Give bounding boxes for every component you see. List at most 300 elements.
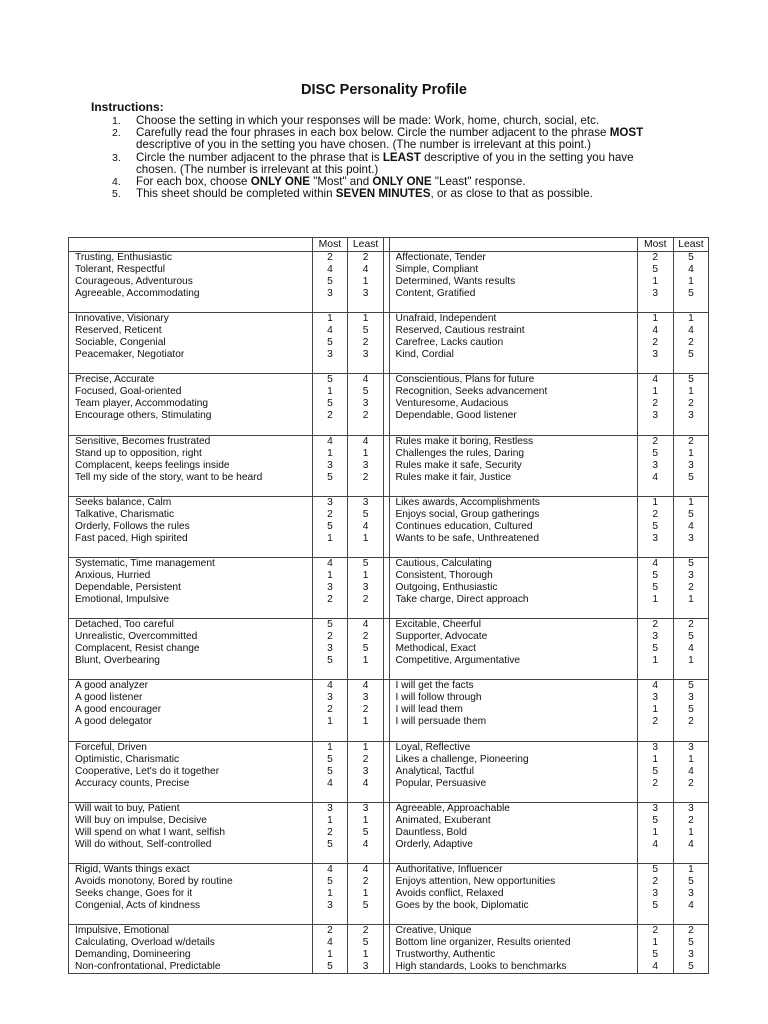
score-number[interactable]: 4: [327, 557, 333, 569]
phrase-text: A good delegator: [75, 716, 153, 728]
table-row: [69, 557, 709, 618]
score-number[interactable]: 5: [327, 471, 333, 483]
right-least-cell: [673, 557, 708, 618]
score-number[interactable]: 3: [688, 741, 694, 753]
score-number[interactable]: 2: [362, 631, 369, 643]
phrase-text: Stand up to opposition, right: [75, 447, 202, 459]
phrase-text: Take charge, Direct approach: [395, 593, 529, 605]
score-number[interactable]: 3: [652, 459, 659, 471]
score-number[interactable]: 4: [652, 680, 659, 692]
score-number[interactable]: 3: [362, 398, 369, 410]
score-number[interactable]: 5: [327, 875, 333, 887]
phrase-text: Will spend on what I want, selfish: [75, 826, 226, 838]
score-number[interactable]: 4: [688, 264, 694, 275]
header-most-left: Most: [312, 238, 347, 252]
right-most-cell: [637, 496, 673, 557]
score-number[interactable]: 2: [688, 435, 694, 447]
score-number[interactable]: 1: [652, 496, 659, 508]
score-number[interactable]: 5: [327, 276, 333, 287]
score-number[interactable]: 1: [362, 276, 369, 287]
instruction-item: [112, 152, 672, 176]
score-number[interactable]: 2: [362, 471, 369, 483]
score-number[interactable]: 5: [652, 581, 659, 593]
right-least-cell: [673, 619, 708, 680]
score-number[interactable]: 5: [652, 899, 659, 911]
score-number[interactable]: 4: [688, 643, 694, 655]
score-number[interactable]: 4: [362, 374, 369, 386]
right-most-cell: [637, 252, 673, 313]
phrase-text: Agreeable, Approachable: [395, 802, 510, 814]
score-number[interactable]: 5: [688, 252, 694, 263]
instruction-fragment: , or as close to that as possible.: [430, 187, 593, 201]
header-least-left: Least: [348, 238, 384, 252]
score-number[interactable]: 4: [327, 863, 333, 875]
right-phrases-cell: [389, 557, 637, 618]
score-number[interactable]: 3: [327, 581, 333, 593]
score-number[interactable]: 3: [652, 692, 659, 704]
score-number[interactable]: 2: [652, 875, 659, 887]
left-most-cell: [312, 741, 347, 802]
phrase-text: Avoids conflict, Relaxed: [395, 887, 504, 899]
score-number[interactable]: 5: [362, 557, 369, 569]
score-number[interactable]: 1: [688, 313, 694, 325]
score-number[interactable]: 5: [688, 557, 694, 569]
phrase-text: Determined, Wants results: [395, 276, 516, 287]
score-number[interactable]: 3: [327, 643, 333, 655]
score-number[interactable]: 3: [652, 288, 659, 299]
left-most-cell: [312, 557, 347, 618]
phrase-text: Kind, Cordial: [395, 349, 454, 361]
score-number[interactable]: 5: [688, 288, 694, 299]
left-most-cell: [312, 252, 347, 313]
score-number[interactable]: 4: [362, 619, 369, 631]
right-most-cell: [637, 802, 673, 863]
score-number[interactable]: 4: [327, 680, 333, 692]
score-number[interactable]: 2: [652, 337, 659, 349]
score-number[interactable]: 3: [652, 887, 659, 899]
score-number[interactable]: 2: [327, 593, 333, 605]
phrase-text: Non-confrontational, Predictable: [75, 961, 221, 973]
score-number[interactable]: 5: [688, 349, 694, 361]
score-number[interactable]: 2: [327, 252, 333, 263]
phrase-text: Avoids monotony, Bored by routine: [75, 875, 233, 887]
score-number[interactable]: 4: [327, 435, 333, 447]
instruction-emphasis: ONLY ONE: [250, 175, 310, 189]
score-number[interactable]: 4: [362, 680, 369, 692]
score-number[interactable]: 2: [362, 925, 369, 937]
score-number[interactable]: 2: [652, 252, 659, 263]
score-number[interactable]: 3: [688, 802, 694, 814]
score-number[interactable]: 5: [652, 949, 659, 961]
score-number[interactable]: 1: [652, 753, 659, 765]
score-number[interactable]: 5: [327, 655, 333, 667]
score-number[interactable]: 5: [327, 337, 333, 349]
score-number[interactable]: 1: [327, 949, 333, 961]
score-number[interactable]: 2: [362, 704, 369, 716]
right-phrases-cell: [389, 680, 637, 741]
score-number[interactable]: 1: [688, 496, 694, 508]
score-number[interactable]: 5: [327, 753, 333, 765]
score-number[interactable]: 1: [362, 716, 369, 728]
score-number[interactable]: 2: [362, 753, 369, 765]
phrase-text: Complacent, keeps feelings inside: [75, 459, 230, 471]
score-number[interactable]: 5: [362, 325, 369, 337]
score-number[interactable]: 4: [688, 899, 694, 911]
score-number[interactable]: 3: [362, 765, 369, 777]
score-number[interactable]: 1: [688, 447, 694, 459]
score-number[interactable]: 2: [688, 619, 694, 631]
score-number[interactable]: 3: [327, 802, 333, 814]
score-number[interactable]: 1: [688, 753, 694, 765]
score-number[interactable]: 2: [688, 337, 694, 349]
score-number[interactable]: 3: [327, 349, 333, 361]
left-phrases-cell: [69, 496, 313, 557]
left-least-cell: [348, 741, 384, 802]
score-number[interactable]: 1: [688, 593, 694, 605]
score-number[interactable]: 5: [688, 704, 694, 716]
score-number[interactable]: 2: [327, 704, 333, 716]
score-number[interactable]: 1: [652, 593, 659, 605]
score-number[interactable]: 4: [362, 777, 369, 789]
score-number[interactable]: 5: [652, 264, 659, 275]
score-number[interactable]: 3: [652, 631, 659, 643]
score-number[interactable]: 2: [688, 814, 694, 826]
score-number[interactable]: 2: [327, 826, 333, 838]
score-number[interactable]: 1: [362, 949, 369, 961]
score-number[interactable]: 3: [652, 802, 659, 814]
score-number[interactable]: 5: [327, 374, 333, 386]
score-number[interactable]: 5: [362, 508, 369, 520]
score-number[interactable]: 5: [652, 765, 659, 777]
score-number[interactable]: 3: [362, 288, 369, 299]
score-number[interactable]: 1: [652, 826, 659, 838]
table-row: [69, 863, 709, 924]
phrase-text: Carefree, Lacks caution: [395, 337, 504, 349]
instructions-list: [112, 115, 672, 200]
score-number[interactable]: 5: [362, 643, 369, 655]
score-number[interactable]: 3: [327, 692, 333, 704]
score-number[interactable]: 2: [652, 508, 659, 520]
phrase-text: Rigid, Wants things exact: [75, 863, 190, 875]
score-number[interactable]: 3: [688, 887, 694, 899]
score-number[interactable]: 4: [327, 264, 333, 275]
score-number[interactable]: 3: [327, 899, 333, 911]
right-phrases-cell: [389, 252, 637, 313]
score-number[interactable]: 5: [688, 680, 694, 692]
score-number[interactable]: 5: [327, 398, 333, 410]
score-number[interactable]: 1: [362, 741, 369, 753]
score-number[interactable]: 4: [688, 838, 694, 850]
score-number[interactable]: 2: [652, 619, 659, 631]
score-number[interactable]: 3: [688, 692, 694, 704]
score-number[interactable]: 5: [652, 520, 659, 532]
score-number[interactable]: 2: [688, 398, 694, 410]
score-number[interactable]: 1: [362, 447, 369, 459]
right-phrases-cell: [389, 863, 637, 924]
score-number[interactable]: 1: [327, 447, 333, 459]
phrase-text: Authoritative, Influencer: [395, 863, 503, 875]
score-number[interactable]: 5: [688, 471, 694, 483]
score-number[interactable]: 1: [327, 569, 333, 581]
phrase-text: Unafraid, Independent: [395, 313, 497, 325]
header-least-right: Least: [673, 238, 708, 252]
left-most-cell: [312, 802, 347, 863]
score-number[interactable]: 3: [688, 949, 694, 961]
score-number[interactable]: 2: [362, 875, 369, 887]
left-least-cell: [348, 252, 384, 313]
score-number[interactable]: 1: [688, 386, 694, 398]
score-number[interactable]: 3: [362, 459, 369, 471]
score-number[interactable]: 5: [327, 765, 333, 777]
phrase-text: Rules make it boring, Restless: [395, 435, 534, 447]
phrase-text: Accuracy counts, Precise: [75, 777, 190, 789]
score-number[interactable]: 5: [652, 863, 659, 875]
disc-response-table: [68, 237, 709, 974]
phrase-text: Sociable, Congenial: [75, 337, 166, 349]
score-number[interactable]: 4: [362, 264, 369, 275]
instruction-emphasis: LEAST: [382, 150, 421, 164]
score-number[interactable]: 3: [652, 741, 659, 753]
phrase-text: Venturesome, Audacious: [395, 398, 509, 410]
score-number[interactable]: 1: [688, 276, 694, 287]
table-row: [69, 496, 709, 557]
phrase-text: Calculating, Overload w/details: [75, 937, 215, 949]
right-most-cell: [637, 557, 673, 618]
score-number[interactable]: 1: [327, 386, 333, 398]
score-number[interactable]: 4: [327, 325, 333, 337]
phrase-text: Team player, Accommodating: [75, 398, 209, 410]
score-number[interactable]: 3: [362, 961, 369, 973]
score-number[interactable]: 3: [688, 532, 694, 544]
right-most-cell: [637, 435, 673, 496]
phrase-text: Recognition, Seeks advancement: [395, 386, 548, 398]
score-number[interactable]: 5: [688, 508, 694, 520]
score-number[interactable]: 2: [688, 777, 694, 789]
score-number[interactable]: 2: [652, 435, 659, 447]
score-number[interactable]: 3: [652, 349, 659, 361]
score-number[interactable]: 2: [362, 593, 369, 605]
score-number[interactable]: 1: [652, 704, 659, 716]
score-number[interactable]: 1: [327, 741, 333, 753]
phrase-text: Affectionate, Tender: [395, 252, 486, 263]
score-number[interactable]: 2: [652, 716, 659, 728]
phrase-text: Impulsive, Emotional: [75, 925, 169, 937]
score-number[interactable]: 5: [327, 619, 333, 631]
score-number[interactable]: 2: [652, 925, 659, 937]
right-most-cell: [637, 619, 673, 680]
score-number[interactable]: 3: [362, 496, 369, 508]
phrase-text: Will do without, Self-controlled: [75, 838, 212, 850]
score-number[interactable]: 2: [688, 716, 694, 728]
phrase-text: Enjoys attention, New opportunities: [395, 875, 556, 887]
score-number[interactable]: 2: [362, 337, 369, 349]
phrase-text: Will buy on impulse, Decisive: [75, 814, 207, 826]
left-most-cell: [312, 925, 347, 974]
score-number[interactable]: 4: [362, 863, 369, 875]
score-number[interactable]: 4: [327, 777, 333, 789]
right-most-cell: [637, 863, 673, 924]
phrase-text: Detached, Too careful: [75, 619, 174, 631]
phrase-text: Animated, Exuberant: [395, 814, 491, 826]
left-phrases-cell: [69, 252, 313, 313]
phrase-text: Tell my side of the story, want to be heard: [75, 471, 263, 483]
score-number[interactable]: 3: [688, 569, 694, 581]
phrase-text: Dependable, Persistent: [75, 581, 181, 593]
phrase-text: A good listener: [75, 692, 143, 704]
score-number[interactable]: 2: [327, 410, 333, 422]
phrase-text: Rules make it fair, Justice: [395, 471, 512, 483]
score-number[interactable]: 3: [362, 802, 369, 814]
phrase-text: Systematic, Time management: [75, 557, 215, 569]
score-number[interactable]: 5: [362, 386, 369, 398]
score-number[interactable]: 1: [652, 386, 659, 398]
phrase-text: Blunt, Overbearing: [75, 655, 160, 667]
score-number[interactable]: 3: [362, 349, 369, 361]
phrase-text: Dauntless, Bold: [395, 826, 467, 838]
left-phrases-cell: [69, 435, 313, 496]
score-number[interactable]: 4: [652, 961, 659, 973]
score-number[interactable]: 3: [327, 288, 333, 299]
score-number[interactable]: 5: [652, 569, 659, 581]
score-number[interactable]: 5: [327, 520, 333, 532]
header-spacer-right: [389, 238, 637, 252]
score-number[interactable]: 5: [362, 899, 369, 911]
phrase-text: Trustworthy, Authentic: [395, 949, 496, 961]
instruction-item: [112, 188, 672, 200]
phrase-text: Reserved, Cautious restraint: [395, 325, 525, 337]
score-number[interactable]: 4: [652, 325, 659, 337]
score-number[interactable]: 4: [327, 937, 333, 949]
score-number[interactable]: 1: [362, 887, 369, 899]
table-body: [69, 252, 709, 974]
score-number[interactable]: 5: [652, 643, 659, 655]
score-number[interactable]: 1: [688, 655, 694, 667]
score-number[interactable]: 1: [652, 276, 659, 287]
score-number[interactable]: 1: [652, 313, 659, 325]
score-number[interactable]: 3: [327, 496, 333, 508]
score-number[interactable]: 2: [688, 581, 694, 593]
score-number[interactable]: 2: [652, 398, 659, 410]
score-number[interactable]: 5: [652, 814, 659, 826]
score-number[interactable]: 4: [362, 838, 369, 850]
header-most-right: Most: [637, 238, 673, 252]
score-number[interactable]: 4: [652, 557, 659, 569]
score-number[interactable]: 1: [362, 814, 369, 826]
score-number[interactable]: 4: [652, 471, 659, 483]
score-number[interactable]: 5: [688, 937, 694, 949]
instructions-heading: Instructions:: [91, 100, 164, 114]
table-header-row: [69, 238, 709, 252]
instruction-fragment: Choose the setting in which your responses will be made: Work, home, church, social, etc.: [136, 114, 600, 127]
score-number[interactable]: 1: [652, 655, 659, 667]
score-number[interactable]: 2: [652, 777, 659, 789]
score-number[interactable]: 2: [688, 925, 694, 937]
score-number[interactable]: 5: [362, 826, 369, 838]
score-number[interactable]: 3: [362, 581, 369, 593]
score-number[interactable]: 5: [688, 875, 694, 887]
phrase-text: Cooperative, Let's do it together: [75, 765, 220, 777]
score-number[interactable]: 3: [327, 459, 333, 471]
score-number[interactable]: 2: [327, 925, 333, 937]
score-number[interactable]: 4: [688, 325, 694, 337]
left-least-cell: [348, 863, 384, 924]
phrase-text: Seeks balance, Calm: [75, 496, 172, 508]
phrase-text: Likes awards, Accomplishments: [395, 496, 540, 508]
right-least-cell: [673, 802, 708, 863]
right-least-cell: [673, 496, 708, 557]
score-number[interactable]: 1: [688, 863, 694, 875]
score-number[interactable]: 4: [362, 435, 369, 447]
phrase-text: Emotional, Impulsive: [75, 593, 169, 605]
score-number[interactable]: 1: [327, 716, 333, 728]
score-number[interactable]: 2: [362, 410, 369, 422]
score-number[interactable]: 1: [327, 313, 333, 325]
left-least-cell: [348, 802, 384, 863]
phrase-text: Bottom line organizer, Results oriented: [395, 937, 571, 949]
score-number[interactable]: 2: [327, 631, 333, 643]
instruction-fragment: descriptive of you in the setting you have chosen. (The number is irrelevant at this point.): [136, 138, 591, 152]
score-number[interactable]: 3: [652, 410, 659, 422]
score-number[interactable]: 5: [688, 631, 694, 643]
score-number[interactable]: 1: [362, 655, 369, 667]
score-number[interactable]: 5: [688, 961, 694, 973]
score-number[interactable]: 2: [327, 508, 333, 520]
phrase-text: Will wait to buy, Patient: [75, 802, 180, 814]
right-phrases-cell: [389, 374, 637, 435]
instruction-text: [136, 127, 672, 151]
score-number[interactable]: 4: [652, 838, 659, 850]
score-number[interactable]: 1: [327, 814, 333, 826]
score-number[interactable]: 3: [652, 532, 659, 544]
score-number[interactable]: 4: [688, 765, 694, 777]
score-number[interactable]: 4: [688, 520, 694, 532]
right-most-cell: [637, 741, 673, 802]
phrase-text: Encourage others, Stimulating: [75, 410, 212, 422]
score-number[interactable]: 1: [362, 569, 369, 581]
left-most-cell: [312, 374, 347, 435]
score-number[interactable]: 5: [652, 447, 659, 459]
score-number[interactable]: 1: [327, 532, 333, 544]
phrase-text: Agreeable, Accommodating: [75, 288, 200, 299]
phrase-text: Trusting, Enthusiastic: [75, 252, 173, 263]
score-number[interactable]: 3: [688, 459, 694, 471]
left-least-cell: [348, 435, 384, 496]
phrase-text: I will persuade them: [395, 716, 487, 728]
score-number[interactable]: 4: [652, 374, 659, 386]
score-number[interactable]: 5: [362, 937, 369, 949]
score-number[interactable]: 5: [688, 374, 694, 386]
score-number[interactable]: 2: [362, 252, 369, 263]
phrase-text: Cautious, Calculating: [395, 557, 492, 569]
left-most-cell: [312, 863, 347, 924]
score-number[interactable]: 5: [327, 838, 333, 850]
score-number[interactable]: 1: [362, 313, 369, 325]
instruction-fragment: This sheet should be completed within: [136, 187, 336, 201]
score-number[interactable]: 3: [688, 410, 694, 422]
score-number[interactable]: 1: [327, 887, 333, 899]
score-number[interactable]: 1: [362, 532, 369, 544]
right-phrases-cell: [389, 802, 637, 863]
score-number[interactable]: 1: [688, 826, 694, 838]
score-number[interactable]: 4: [362, 520, 369, 532]
right-least-cell: [673, 925, 708, 974]
table-row: [69, 680, 709, 741]
right-least-cell: [673, 863, 708, 924]
score-number[interactable]: 1: [652, 937, 659, 949]
score-number[interactable]: 3: [362, 692, 369, 704]
score-number[interactable]: 5: [327, 961, 333, 973]
phrase-text: Outgoing, Enthusiastic: [395, 581, 498, 593]
